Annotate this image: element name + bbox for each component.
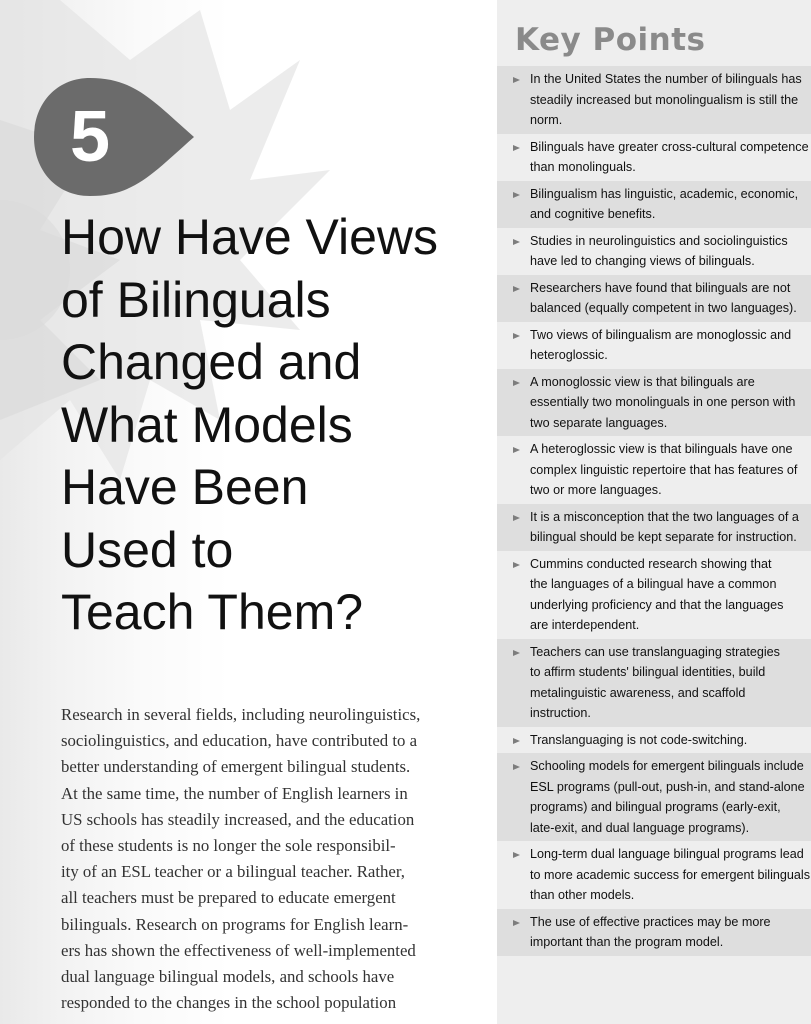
bullet-arrow-icon <box>513 852 520 858</box>
key-point-line: Teachers can use translanguaging strategies <box>530 644 780 659</box>
key-point-line: to more academic success for emergent bilinguals <box>530 867 810 882</box>
bullet-arrow-icon <box>513 239 520 245</box>
intro-line: dual language bilingual models, and schools have <box>61 967 395 987</box>
key-point-line: balanced (equally competent in two languages). <box>530 301 797 315</box>
key-point-line: Schooling models for emergent bilinguals include <box>530 759 804 773</box>
bullet-arrow-icon <box>513 77 520 83</box>
key-point-item <box>497 228 811 275</box>
key-point-line: instruction. <box>530 706 591 720</box>
key-point-item <box>497 369 811 437</box>
key-point-line: heteroglossic. <box>530 348 608 362</box>
key-point-item <box>497 134 811 181</box>
key-point-line: than monolinguals. <box>530 160 636 174</box>
chapter-title <box>61 206 491 644</box>
key-point-line: important than the program model. <box>530 935 724 949</box>
chapter-title-line: Teach Them? <box>61 584 364 640</box>
bullet-arrow-icon <box>513 650 520 656</box>
chapter-title-line: of Bilinguals <box>61 271 331 328</box>
key-point-line: underlying proficiency and that the languages <box>530 597 784 612</box>
bullet-arrow-icon <box>513 738 520 744</box>
bullet-arrow-icon <box>513 333 520 339</box>
key-point-line: metalinguistic awareness, and scaffold <box>530 685 746 700</box>
key-point-line: Two views of bilingualism are monoglossic and <box>530 327 792 342</box>
key-point-item <box>497 181 811 228</box>
key-point-item <box>497 504 811 551</box>
key-point-item <box>497 639 811 727</box>
chapter-number: 5 <box>69 97 111 177</box>
key-point-line: In the United States the number of bilinguals has <box>530 72 802 86</box>
key-point-line: Bilingualism has linguistic, academic, economic, <box>530 186 799 201</box>
key-point-line: have led to changing views of bilinguals. <box>530 254 755 268</box>
key-point-line: Cummins conducted research showing that <box>530 556 772 571</box>
key-point-line: steadily increased but monolingualism is still the <box>530 92 799 107</box>
bullet-arrow-icon <box>513 920 520 926</box>
bullet-arrow-icon <box>513 764 520 770</box>
key-point-line: Researchers have found that bilinguals are not <box>530 280 791 295</box>
intro-line: US schools has steadily increased, and the education <box>61 809 415 829</box>
bullet-arrow-icon <box>513 145 520 151</box>
chapter-title-line: Used to <box>61 521 234 578</box>
bullet-arrow-icon <box>513 515 520 521</box>
key-point-line: Studies in neurolinguistics and sociolinguistics <box>530 233 788 248</box>
key-point-item <box>497 909 811 956</box>
intro-line: bilinguals. Research on programs for English learn- <box>61 914 409 934</box>
key-point-line: It is a misconception that the two languages of a <box>530 509 799 524</box>
key-point-line: Translanguaging is not code-switching. <box>530 732 748 747</box>
key-point-line: essentially two monolinguals in one person with <box>530 395 796 409</box>
key-point-item <box>497 727 811 754</box>
bullet-arrow-icon <box>513 562 520 568</box>
key-point-line: complex linguistic repertoire that has features of <box>530 462 798 477</box>
bullet-arrow-icon <box>513 447 520 453</box>
key-point-line: are interdependent. <box>530 618 640 632</box>
key-point-item <box>497 841 811 909</box>
key-points-header: Key Points <box>515 22 706 58</box>
key-point-line: two separate languages. <box>530 415 668 430</box>
key-point-line: A heteroglossic view is that bilinguals have one <box>530 442 793 456</box>
key-point-line: Bilinguals have greater cross-cultural competence <box>530 139 809 154</box>
chapter-title-line: Have Been <box>61 459 309 515</box>
bullet-arrow-icon <box>513 192 520 198</box>
key-points-sidebar <box>497 0 811 1024</box>
intro-line: all teachers must be prepared to educate emergent <box>61 888 396 908</box>
intro-line: ers has shown the effectiveness of well-implemented <box>61 940 416 960</box>
intro-line: of these students is no longer the sole responsibil- <box>61 836 396 856</box>
key-point-item <box>497 66 811 134</box>
key-point-line: ESL programs (pull-out, push-in, and stand-alone <box>530 779 805 794</box>
key-point-line: The use of effective practices may be more <box>530 914 771 929</box>
key-point-line: than other models. <box>530 888 635 902</box>
key-point-line: the languages of a bilingual have a common <box>530 577 777 591</box>
key-point-item <box>497 436 811 504</box>
intro-line: Research in several fields, including neurolinguistics, <box>61 705 421 724</box>
key-point-line: two or more languages. <box>530 483 662 497</box>
key-point-line: late-exit, and dual language programs). <box>530 820 750 835</box>
key-point-line: programs) and bilingual programs (early-exit, <box>530 800 781 814</box>
key-point-line: and cognitive benefits. <box>530 207 656 221</box>
key-point-item <box>497 322 811 369</box>
intro-line: better understanding of emergent bilingual students. <box>61 757 411 777</box>
key-point-item <box>497 753 811 841</box>
intro-line: At the same time, the number of English learners in <box>61 783 408 803</box>
key-point-line: to affirm students' bilingual identities, build <box>530 665 766 679</box>
intro-line: ity of an ESL teacher or a bilingual teacher. Rather, <box>61 862 405 882</box>
key-points-list <box>497 66 811 956</box>
key-point-line: A monoglossic view is that bilinguals are <box>530 374 755 389</box>
key-point-line: bilingual should be kept separate for instruction. <box>530 530 797 544</box>
intro-line: sociolinguistics, and education, have contributed to a <box>61 731 418 751</box>
bullet-arrow-icon <box>513 286 520 292</box>
key-point-line: norm. <box>530 113 563 127</box>
intro-paragraph <box>61 702 481 1016</box>
chapter-title-line: What Models <box>61 396 353 453</box>
bullet-arrow-icon <box>513 380 520 386</box>
key-point-line: Long-term dual language bilingual programs lead <box>530 847 804 861</box>
intro-line: responded to the changes in the school population <box>61 993 397 1013</box>
key-point-item <box>497 275 811 322</box>
chapter-title-line: How Have Views <box>61 209 439 265</box>
key-point-item <box>497 551 811 639</box>
chapter-title-line: Changed and <box>61 334 362 390</box>
